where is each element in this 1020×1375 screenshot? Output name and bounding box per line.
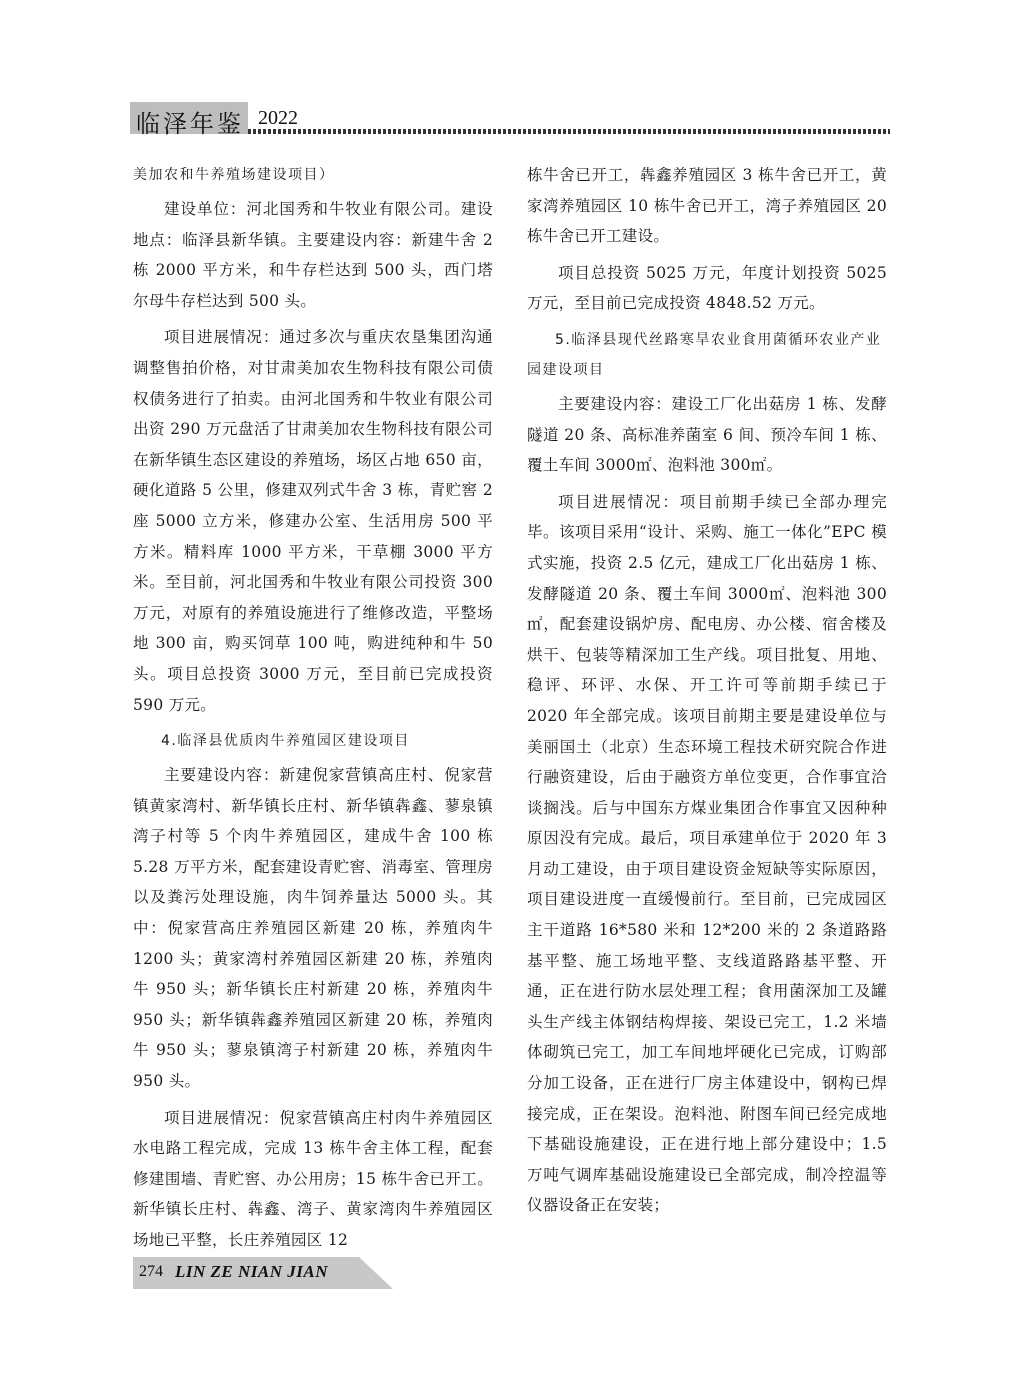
body-paragraph: 项目进展情况：通过多次与重庆农垦集团沟通调整售拍价格，对甘肃美加农生物科技有限公司债权债务进行了拍卖。由河北国秀和牛牧业有限公司出资 290 万元盘活了甘肃美加农生物科技有限公司在新华镇生态区建设的养殖场，场区占地 650 亩，硬化道路 5 公里，修建双列式牛舍 3 栋，青贮窖 2 座 5000 立方米，修建办公室、生活用房 500 平方米。精料库 1000 平方米，干草棚 3000 平方米。至目前，河北国秀和牛牧业有限公司投资 300 万元，对原有的养殖设施进行了维修改造，平整场地 300 亩，购买饲草 100 吨，购进纯种和牛 50 头。项目总投资 3000 万元，至目前已完成投资 590 万元。 xyxy=(133,328,493,714)
body-paragraph: 建设单位：河北国秀和牛牧业有限公司。建设地点：临泽县新华镇。主要建设内容：新建牛舍 2 栋 2000 平方米，和牛存栏达到 500 头，西门塔尔母牛存栏达到 500 头。 xyxy=(133,200,493,310)
body-paragraph: 项目进展情况：倪家营镇高庄村肉牛养殖园区水电路工程完成，完成 13 栋牛舍主体工程，配套修建围墙、青贮窖、办公用房；15 栋牛舍已开工。新华镇长庄村、犇鑫、湾子、黄家湾肉牛养殖园区场地已平整，长庄养殖园区 12 xyxy=(133,1108,493,1249)
left-column xyxy=(133,160,493,1262)
right-column xyxy=(527,160,887,1227)
body-paragraph: 主要建设内容：建设工厂化出菇房 1 栋、发酵隧道 20 条、高标准养菌室 6 间、预冷车间 1 栋、覆土车间 3000㎡、泡料池 300㎡。 xyxy=(527,394,887,475)
section-heading: 5.临泽县现代丝路寒旱农业食用菌循环农业产业园建设项目 xyxy=(527,331,882,378)
page-number: 274 xyxy=(139,1263,163,1280)
section-heading: 美加农和牛养殖场建设项目） xyxy=(133,167,335,183)
header-year: 2022 xyxy=(258,107,298,129)
footer-title: LIN ZE NIAN JIAN xyxy=(175,1262,328,1281)
body-paragraph: 栋牛舍已开工，犇鑫养殖园区 3 栋牛舍已开工，黄家湾养殖园区 10 栋牛舍已开工，湾子养殖园区 20 栋牛舍已开工建设。 xyxy=(527,166,887,246)
body-paragraph: 项目总投资 5025 万元，年度计划投资 5025 万元，至目前已完成投资 4848.52 万元。 xyxy=(527,263,887,313)
page-header xyxy=(130,102,890,136)
page-footer xyxy=(133,1257,393,1289)
body-paragraph: 主要建设内容：新建倪家营镇高庄村、倪家营镇黄家湾村、新华镇长庄村、新华镇犇鑫、蓼泉镇湾子村等 5 个肉牛养殖园区，建成牛舍 100 栋 5.28 万平方米，配套建设青贮窖、消毒室、管理房以及粪污处理设施，肉牛饲养量达 5000 头。其中：倪家营高庄养殖园区新建 20 栋，养殖肉牛 1200 头；黄家湾村养殖园区新建 20 栋，养殖肉牛 950 头；新华镇长庄村新建 20 栋，养殖肉牛 950 头；新华镇犇鑫养殖园区新建 20 栋，养殖肉牛 950 头；蓼泉镇湾子村新建 20 栋，养殖肉牛 950 头。 xyxy=(133,766,493,1091)
section-heading: 4.临泽县优质肉牛养殖园区建设项目 xyxy=(161,733,410,750)
body-paragraph: 项目进展情况：项目前期手续已全部办理完毕。该项目采用“设计、采购、施工一体化”EPC 模式实施，投资 2.5 亿元，建成工厂化出菇房 1 栋、发酵隧道 20 条、覆土车间 3000㎡、泡料池 300㎡，配套建设锅炉房、配电房、办公楼、宿舍楼及烘干、包装等精深加工生产线。项目批复、用地、稳评、环评、水保、开工许可等前期手续已于 2020 年全部完成。该项目前期主要是建设单位与美丽国土（北京）生态环境工程技术研究院合作进行融资建设，后由于融资方单位变更，合作事宜洽谈搁浅。后与中国东方煤业集团合作事宜又因种种原因没有完成。最后，项目承建单位于 2020 年 3 月动工建设，由于项目建设资金短缺等实际原因，项目建设进度一直缓慢前行。至目前，已完成园区主干道路 16*580 米和 12*200 米的 2 条道路路基平整、施工场地平整、支线道路路基平整、开通，正在进行防水层处理工程；食用菌深加工及罐头生产线主体钢结构焊接、架设已完工，1.2 米墙体砌筑已完工，加工车间地坪硬化已完成，订购部分加工设备，正在进行厂房主体建设中，钢构已焊接完成，正在架设。泡料池、附图车间已经完成地下基础设施建设，正在进行地上部分建设中；1.5 万吨气调库基础设施建设已全部完成，制冷控温等仪器设备正在安装； xyxy=(527,492,887,1215)
header-rule xyxy=(248,129,890,134)
header-title: 临泽年鉴 xyxy=(136,110,244,138)
